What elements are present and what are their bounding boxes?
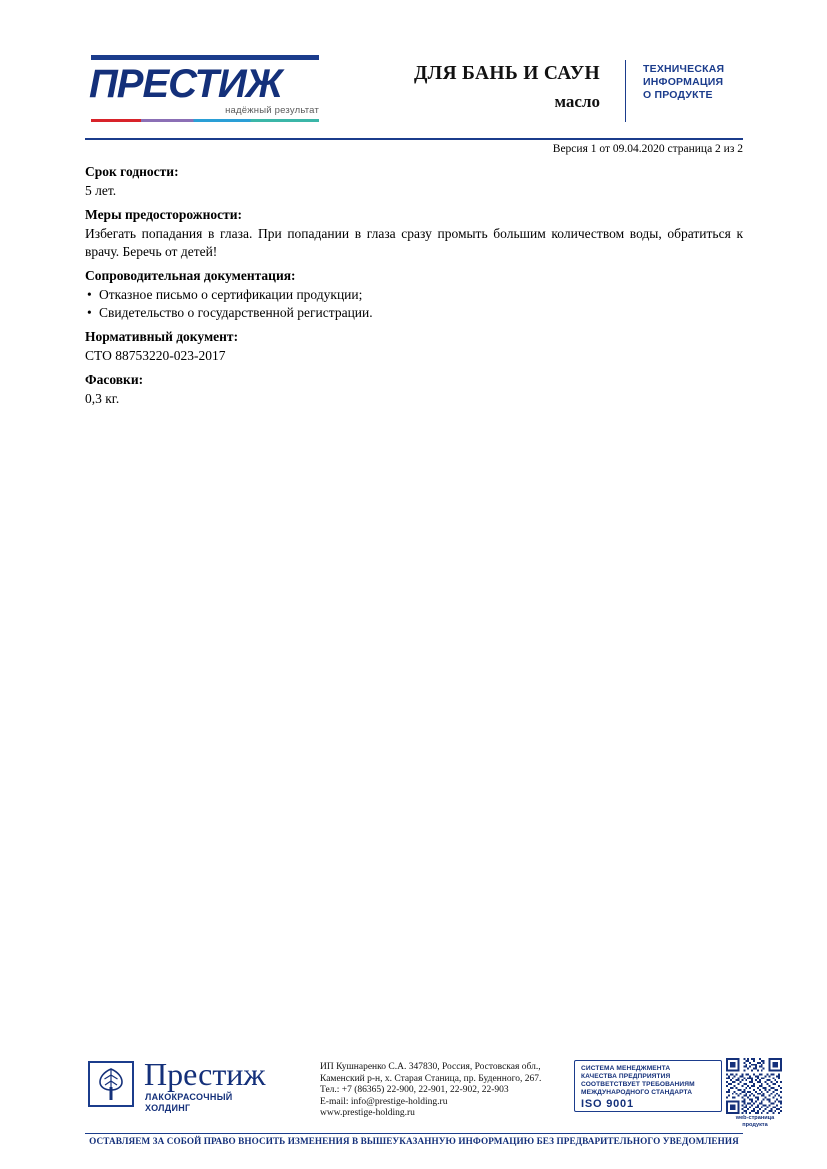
iso-line-3: СООТВЕТСТВУЕТ ТРЕБОВАНИЯМ xyxy=(581,1081,695,1088)
footer-logo-wordmark: Престиж xyxy=(144,1056,266,1092)
document-footer xyxy=(0,1048,827,1169)
address-line-1: ИП Кушнаренко С.А. 347830, Россия, Ростовская обл., xyxy=(320,1062,541,1072)
standard-text: СТО 88753220-023-2017 xyxy=(85,348,226,363)
footer-disclaimer: ОСТАВЛЯЕМ ЗА СОБОЙ ПРАВО ВНОСИТЬ ИЗМЕНЕНИЯ В ВЫШЕУКАЗАННУЮ ИНФОРМАЦИЮ БЕЗ ПРЕДВАРИТЕЛЬНОГО УВЕДОМЛЕНИЯ xyxy=(89,1136,739,1146)
footer-logo-subtitle-line-1: ЛАКОКРАСОЧНЫЙ xyxy=(145,1092,233,1102)
document-type-block xyxy=(643,63,827,102)
brand-logo xyxy=(85,55,325,122)
qr-caption xyxy=(726,1115,784,1128)
accompanying-docs-heading: Сопроводительная документация: xyxy=(85,268,296,283)
standard-heading: Нормативный документ: xyxy=(85,329,239,344)
document-type-line-3: О ПРОДУКТЕ xyxy=(643,89,713,101)
product-title-block xyxy=(385,63,600,112)
product-subtitle: масло xyxy=(554,92,600,111)
packaging-heading: Фасовки: xyxy=(85,372,144,387)
logo-wordmark: ПРЕСТИЖ xyxy=(89,62,282,106)
qr-code-icon[interactable] xyxy=(726,1058,782,1114)
document-type-line-1: ТЕХНИЧЕСКАЯ xyxy=(643,63,725,75)
accompanying-docs-list xyxy=(85,286,743,322)
iso-certification-badge xyxy=(574,1060,722,1112)
document-header xyxy=(85,55,743,140)
list-item: • Свидетельство о государственной регистрации. xyxy=(85,304,743,322)
shelf-life-text: 5 лет. xyxy=(85,183,117,198)
qr-caption-line-1: web-страница xyxy=(735,1115,775,1121)
iso-line-1: СИСТЕМА МЕНЕДЖМЕНТА xyxy=(581,1065,671,1072)
document-body xyxy=(85,163,743,413)
email-line: E-mail: info@prestige-holding.ru xyxy=(320,1096,448,1107)
iso-line-2: КАЧЕСТВА ПРЕДПРИЯТИЯ xyxy=(581,1073,671,1080)
iso-line-4: МЕЖДУНАРОДНОГО СТАНДАРТА xyxy=(581,1089,693,1096)
company-address xyxy=(320,1062,565,1120)
product-title: ДЛЯ БАНЬ И САУН xyxy=(413,63,600,84)
footer-logo-subtitle-line-2: ХОЛДИНГ xyxy=(145,1102,191,1113)
iso-standard-number: ISO 9001 xyxy=(581,1098,634,1110)
document-type-line-2: ИНФОРМАЦИЯ xyxy=(643,76,724,88)
header-divider xyxy=(625,60,626,122)
logo-color-bar xyxy=(91,119,319,122)
qr-caption-line-2: продукта xyxy=(742,1121,768,1128)
address-line-2: Каменский р-н, х. Старая Станица, пр. Буденного, 267. xyxy=(320,1073,542,1084)
precautions-text: Избегать попадания в глаза. При попадании в глаза сразу промыть большим количеством воды, обратиться к врачу. Беречь от детей! xyxy=(85,226,743,259)
logo-tagline: надёжный результат xyxy=(225,105,319,116)
version-info: Версия 1 от 09.04.2020 страница 2 из 2 xyxy=(552,143,743,155)
logo-top-bar xyxy=(91,55,319,60)
shelf-life-heading: Срок годности: xyxy=(85,164,179,179)
footer-logo-subtitle xyxy=(145,1092,233,1113)
header-rule xyxy=(85,138,743,140)
precautions-heading: Меры предосторожности: xyxy=(85,207,242,222)
website-line: www.prestige-holding.ru xyxy=(320,1108,415,1118)
packaging-text: 0,3 кг. xyxy=(85,391,120,406)
product-qr-block[interactable] xyxy=(726,1058,784,1128)
phone-line: Тел.: +7 (86365) 22-900, 22-901, 22-902, 22-903 xyxy=(320,1085,509,1095)
footer-rule xyxy=(85,1133,743,1134)
tree-icon xyxy=(88,1061,134,1107)
list-item: • Отказное письмо о сертификации продукции; xyxy=(85,286,743,304)
